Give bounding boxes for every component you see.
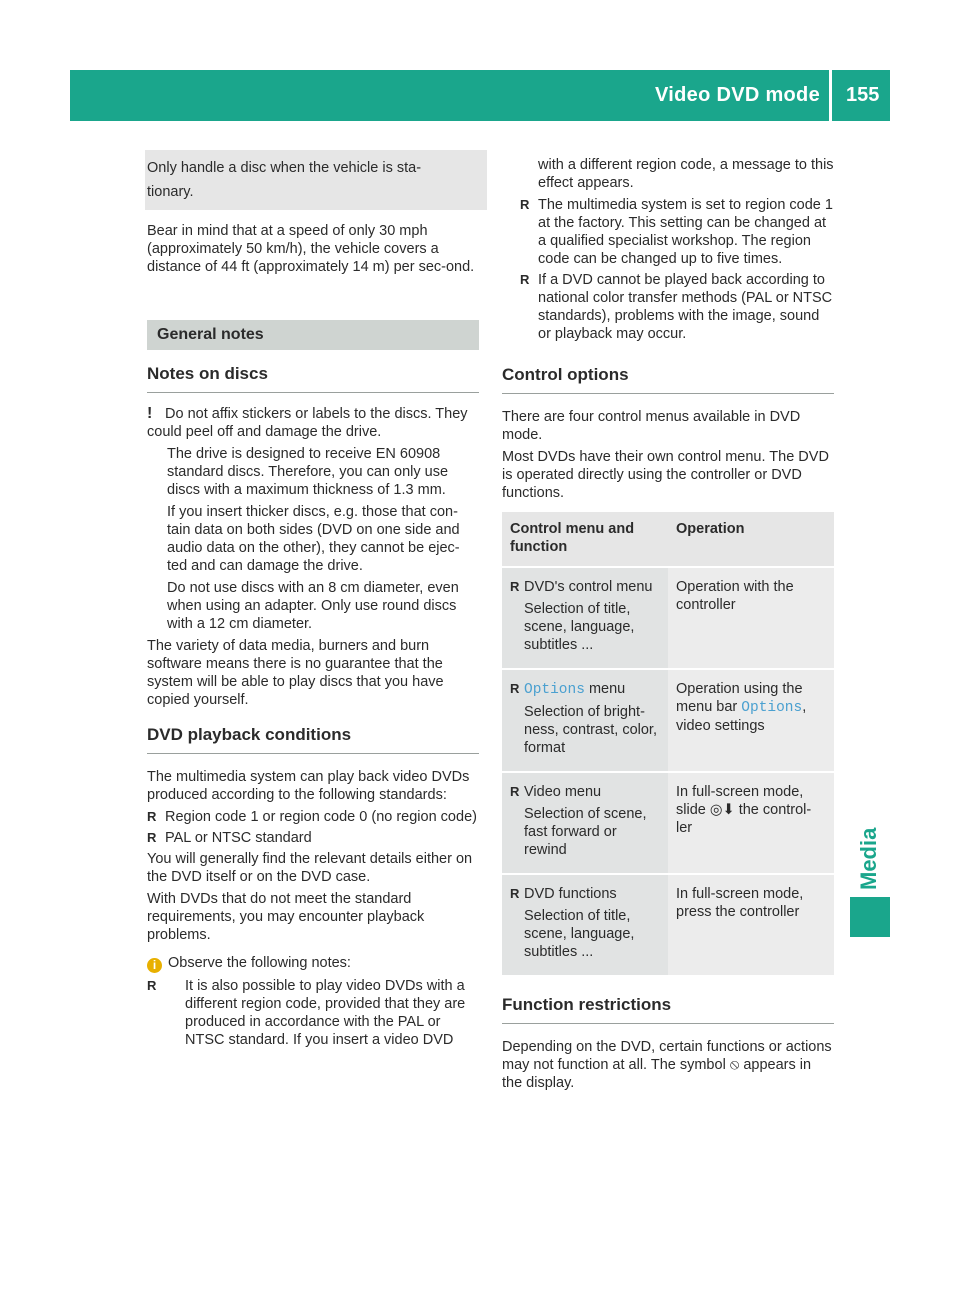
side-tab bbox=[850, 827, 890, 890]
continued-text: with a different region code, a message to this effect appears. bbox=[538, 157, 834, 191]
control-table bbox=[502, 512, 834, 975]
table-header: Control menu and function bbox=[502, 512, 668, 567]
right-column bbox=[502, 150, 834, 1096]
table-item-text: menu bbox=[584, 681, 626, 697]
table-cell: Operation with the controller bbox=[668, 567, 834, 669]
table-row bbox=[502, 567, 834, 669]
page-number: 155 bbox=[846, 84, 880, 106]
table-item: R Video menu bbox=[510, 783, 660, 801]
table-text: Operation using the menu bar bbox=[676, 681, 803, 715]
page-title: Video DVD mode bbox=[655, 84, 820, 106]
paragraph: The variety of data media, burners and burn software means there is no guarantee that the system will be able to play discs that you have copied yourself. bbox=[147, 638, 444, 708]
paragraph: There are four control menus available in DVD mode. bbox=[502, 409, 801, 443]
table-item bbox=[510, 680, 660, 699]
list-item-text: It is also possible to play video DVDs with a different region code, provided that they are produced in accordance with the PAL or NTSC standard. If you insert a video DVD bbox=[185, 978, 466, 1048]
controller-icon: ◎⬇ bbox=[709, 802, 735, 818]
left-column bbox=[147, 150, 479, 1052]
paragraph: With DVDs that do not meet the standard requirements, you may encounter playback problems. bbox=[147, 891, 425, 943]
paragraph bbox=[502, 1038, 834, 1092]
paragraph-text: Depending on the DVD, certain functions or actions may not function at all. The symbol bbox=[502, 1039, 832, 1073]
heading-notes-on-discs: Notes on discs bbox=[147, 364, 479, 393]
table-subtext: Selection of bright-ness, contrast, color, format bbox=[524, 704, 657, 756]
note-text: Only handle a disc when the vehicle is sta- tionary. bbox=[147, 160, 422, 200]
table-cell bbox=[502, 567, 668, 669]
table-header-row bbox=[502, 512, 834, 567]
table-subtext: Selection of title, scene, language, subtitles ... bbox=[524, 908, 635, 960]
speed-paragraph: Bear in mind that at a speed of only 30 mph (approximately 50 km/h), the vehicle covers a distance of 44 ft (approximately 14 m) per sec-ond. bbox=[147, 223, 475, 275]
paragraph: Most DVDs have their own control menu. The DVD is operated directly using the controller or DVD functions. bbox=[502, 449, 829, 501]
side-tab-label: Media bbox=[856, 827, 881, 890]
warning-icon: ! bbox=[147, 405, 153, 422]
table-item: R DVD functions bbox=[510, 885, 660, 903]
table-cell bbox=[502, 669, 668, 772]
table-cell bbox=[668, 669, 834, 772]
info-text: Observe the following notes: bbox=[168, 955, 351, 971]
table-text: the control-ler bbox=[676, 802, 812, 836]
table-text: video settings bbox=[676, 718, 765, 734]
header-divider bbox=[829, 70, 832, 121]
side-tab-block bbox=[850, 897, 890, 937]
note-box bbox=[145, 150, 487, 210]
warning-text: Do not affix stickers or labels to the discs. They could peel off and damage the drive. bbox=[147, 406, 468, 440]
prohibited-icon: ⦸ bbox=[729, 1057, 740, 1073]
heading-function-restrictions: Function restrictions bbox=[502, 995, 834, 1024]
list-item: R PAL or NTSC standard bbox=[147, 829, 479, 847]
table-subtext: Selection of scene, fast forward or rewind bbox=[524, 806, 647, 858]
heading-control-options: Control options bbox=[502, 365, 834, 394]
list-item: R If a DVD cannot be played back according to national color transfer methods (PAL or NTSC standards), problems with the image, sound or playback may occur. bbox=[520, 271, 834, 343]
list-item bbox=[147, 977, 479, 1049]
options-code: Options bbox=[524, 682, 585, 698]
info-icon: i bbox=[147, 958, 162, 973]
warning-text: If you insert thicker discs, e.g. those that con-tain data on both sides (DVD on one side and audio data on the other), they cannot be ejec-ted and can damage the drive. bbox=[167, 504, 460, 574]
list-item: R The multimedia system is set to region code 1 at the factory. This setting can be changed at a qualified specialist workshop. The region code can be changed up to five times. bbox=[520, 196, 834, 268]
table-text: , bbox=[802, 699, 807, 715]
table-cell bbox=[502, 874, 668, 975]
section-heading: General notes bbox=[147, 320, 479, 350]
table-item: R DVD's control menu bbox=[510, 578, 660, 596]
table-header: Operation bbox=[668, 512, 834, 567]
table-cell bbox=[668, 772, 834, 874]
table-subtext: Selection of title, scene, language, subtitles ... bbox=[524, 601, 635, 653]
paragraph-text: appears in the display. bbox=[502, 1057, 812, 1091]
table-cell: In full-screen mode, press the controller bbox=[668, 874, 834, 975]
paragraph: The multimedia system can play back video DVDs produced according to the following standards: bbox=[147, 769, 470, 803]
table-cell bbox=[502, 772, 668, 874]
table-row bbox=[502, 874, 834, 975]
paragraph: You will generally find the relevant details either on the DVD itself or on the DVD case. bbox=[147, 851, 473, 885]
warning-text: The drive is designed to receive EN 60908 standard discs. Therefore, you can only use discs with a maximum thickness of 1.3 mm. bbox=[167, 446, 449, 498]
options-code: Options bbox=[741, 700, 803, 716]
list-item: R Region code 1 or region code 0 (no region code) bbox=[147, 808, 479, 826]
warning-text: Do not use discs with an 8 cm diameter, even when using an adapter. Only use round discs with a 12 cm diameter. bbox=[167, 580, 459, 632]
table-row bbox=[502, 772, 834, 874]
table-row bbox=[502, 669, 834, 772]
heading-dvd-playback-conditions: DVD playback conditions bbox=[147, 725, 479, 754]
table-text: In full-screen mode, slide bbox=[676, 784, 804, 818]
